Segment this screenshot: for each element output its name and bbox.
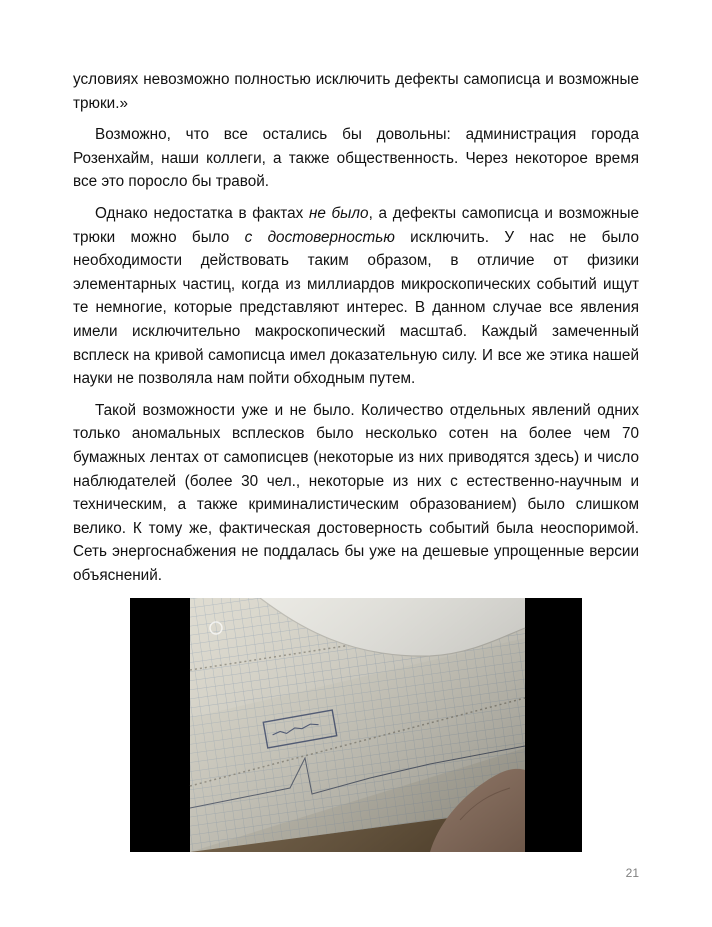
text-segment: исключить. У нас не было необходимости действовать таким образом, в отличие от физики элементарных частиц, когда из миллиардов микроскопических событий ищут те немногие, которые представляют интерес. В данном случае все явления имели исключительно макроскопический масштаб. Каждый замеченный всплеск на кривой самописца имел доказательную силу. И все же этика нашей науки не позволяла нам пойти обходным путем.: [73, 228, 639, 388]
paragraph-1: [73, 68, 639, 115]
photo-illustration: [130, 598, 582, 852]
paragraph-3: [73, 202, 639, 391]
italic-text: с достоверностью: [244, 228, 395, 246]
paragraph-4: [73, 399, 639, 588]
text-segment: условиях невозможно полностью исключить дефекты самописца и возможные трюки.»: [73, 71, 639, 112]
text-segment: , а дефекты самописца и возможные трюки можно было: [73, 204, 640, 246]
recorder-strips-photo: [130, 598, 582, 852]
text-segment: Такой возможности уже и не было. Количество отдельных явлений одних только аномальных всплесков было несколько сотен на более чем 70 бумажных лентах от самописцев (некоторые из них приводятся здесь) и число наблюдателей (более 30 чел., некоторые из них с естественно-научным и техническим, а также криминалистическим образованием) было слишком велико. К тому же, фактическая достоверность событий была неоспоримой. Сеть энергоснабжения не поддалась бы уже на дешевые упрощенные версии объяснений.: [73, 401, 639, 584]
text-segment: Однако недостатка в фактах: [95, 204, 309, 222]
italic-text: не было: [308, 204, 369, 222]
body-text: [73, 68, 639, 595]
photo-shading: [190, 598, 525, 852]
text-segment: Возможно, что все остались бы довольны: администрация города Розенхайм, наши коллеги, а также общественность. Через некоторое время все это поросло бы травой.: [73, 126, 639, 191]
paragraph-2: [73, 123, 639, 194]
page-number: 21: [625, 866, 639, 880]
